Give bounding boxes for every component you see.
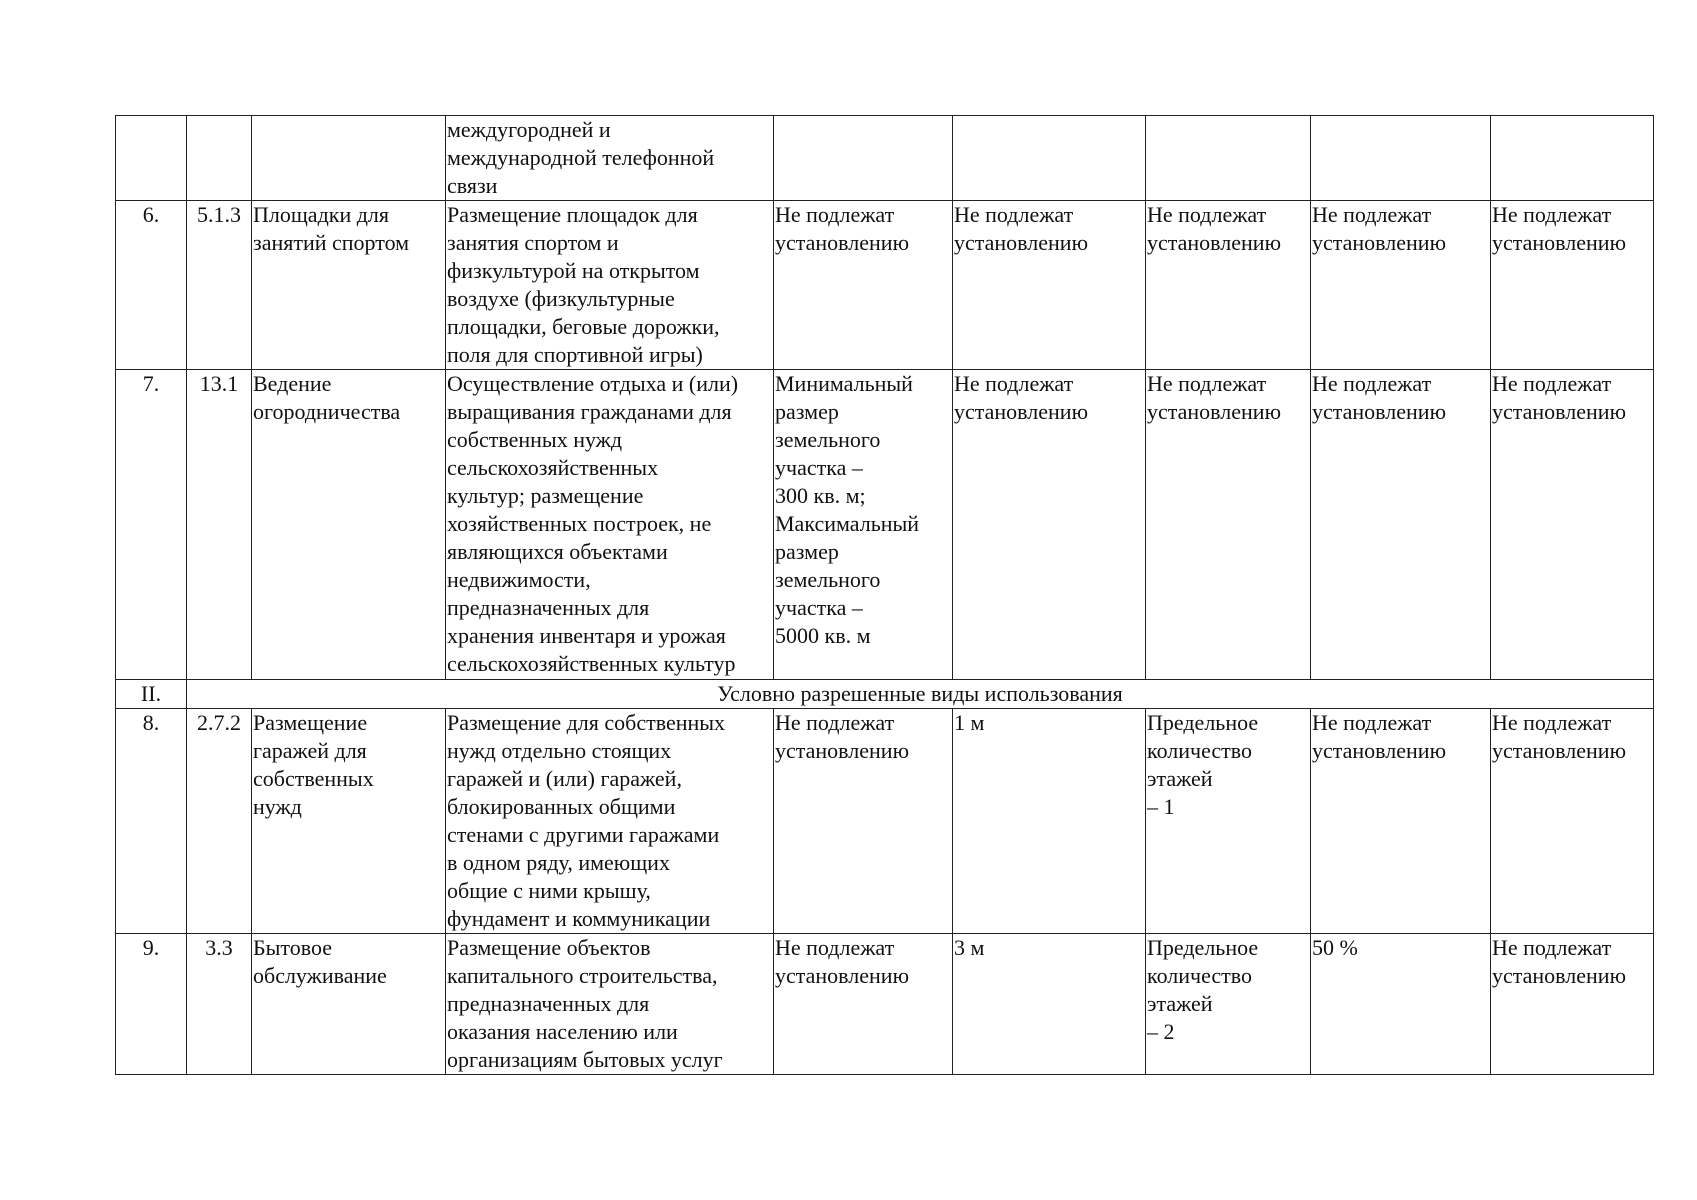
row-code bbox=[187, 116, 252, 201]
row-cell-4: Не подлежат установлению bbox=[1311, 201, 1491, 370]
row-code: 5.1.3 bbox=[187, 201, 252, 370]
row-cell-3: Предельное количество этажей – 2 bbox=[1146, 934, 1311, 1075]
table-row bbox=[116, 201, 1654, 370]
row-cell-1: Минимальный размер земельного участка – 300 кв. м; Максимальный размер земельного участка – 5000 кв. м bbox=[774, 370, 953, 680]
row-number: 9. bbox=[116, 934, 187, 1075]
table-row bbox=[116, 370, 1654, 680]
land-use-table bbox=[115, 115, 1654, 1075]
row-cell-1: Не подлежат установлению bbox=[774, 709, 953, 934]
table-row bbox=[116, 934, 1654, 1075]
table-row bbox=[116, 709, 1654, 934]
row-cell-5: Не подлежат установлению bbox=[1491, 934, 1654, 1075]
row-cell-4 bbox=[1311, 116, 1491, 201]
row-description: Размещение для собственных нужд отдельно стоящих гаражей и (или) гаражей, блокированных общими стенами с другими гаражами в одном ряду, имеющих общие с ними крышу, фундамент и коммуникации bbox=[446, 709, 774, 934]
row-cell-4: Не подлежат установлению bbox=[1311, 709, 1491, 934]
row-number bbox=[116, 116, 187, 201]
row-code: 3.3 bbox=[187, 934, 252, 1075]
row-number: 7. bbox=[116, 370, 187, 680]
row-cell-5: Не подлежат установлению bbox=[1491, 370, 1654, 680]
row-cell-3: Не подлежат установлению bbox=[1146, 201, 1311, 370]
row-cell-4: Не подлежат установлению bbox=[1311, 370, 1491, 680]
row-code: 13.1 bbox=[187, 370, 252, 680]
row-name: Площадки для занятий спортом bbox=[252, 201, 446, 370]
row-cell-1: Не подлежат установлению bbox=[774, 201, 953, 370]
section-number: II. bbox=[116, 680, 187, 709]
row-cell-2: 3 м bbox=[953, 934, 1146, 1075]
row-name: Размещение гаражей для собственных нужд bbox=[252, 709, 446, 934]
row-cell-1: Не подлежат установлению bbox=[774, 934, 953, 1075]
row-number: 8. bbox=[116, 709, 187, 934]
row-name: Бытовое обслуживание bbox=[252, 934, 446, 1075]
row-cell-1 bbox=[774, 116, 953, 201]
row-cell-2: Не подлежат установлению bbox=[953, 201, 1146, 370]
row-name bbox=[252, 116, 446, 201]
row-cell-5: Не подлежат установлению bbox=[1491, 709, 1654, 934]
row-cell-3: Не подлежат установлению bbox=[1146, 370, 1311, 680]
row-cell-5: Не подлежат установлению bbox=[1491, 201, 1654, 370]
row-cell-2: Не подлежат установлению bbox=[953, 370, 1146, 680]
row-cell-5 bbox=[1491, 116, 1654, 201]
section-title: Условно разрешенные виды использования bbox=[187, 680, 1654, 709]
row-cell-3 bbox=[1146, 116, 1311, 201]
row-cell-2 bbox=[953, 116, 1146, 201]
row-description: Размещение объектов капитального строительства, предназначенных для оказания населению или организациям бытовых услуг bbox=[446, 934, 774, 1075]
row-cell-3: Предельное количество этажей – 1 bbox=[1146, 709, 1311, 934]
row-description: междугородней и международной телефонной связи bbox=[446, 116, 774, 201]
row-number: 6. bbox=[116, 201, 187, 370]
row-cell-4: 50 % bbox=[1311, 934, 1491, 1075]
table-row bbox=[116, 116, 1654, 201]
row-code: 2.7.2 bbox=[187, 709, 252, 934]
row-description: Осуществление отдыха и (или) выращивания гражданами для собственных нужд сельскохозяйственных культур; размещение хозяйственных построек, не являющихся объектами недвижимости, предназначенных для хранения инвентаря и урожая сельскохозяйственных культур bbox=[446, 370, 774, 680]
row-name: Ведение огородничества bbox=[252, 370, 446, 680]
row-description: Размещение площадок для занятия спортом и физкультурой на открытом воздухе (физкультурные площадки, беговые дорожки, поля для спортивной игры) bbox=[446, 201, 774, 370]
section-row bbox=[116, 680, 1654, 709]
row-cell-2: 1 м bbox=[953, 709, 1146, 934]
